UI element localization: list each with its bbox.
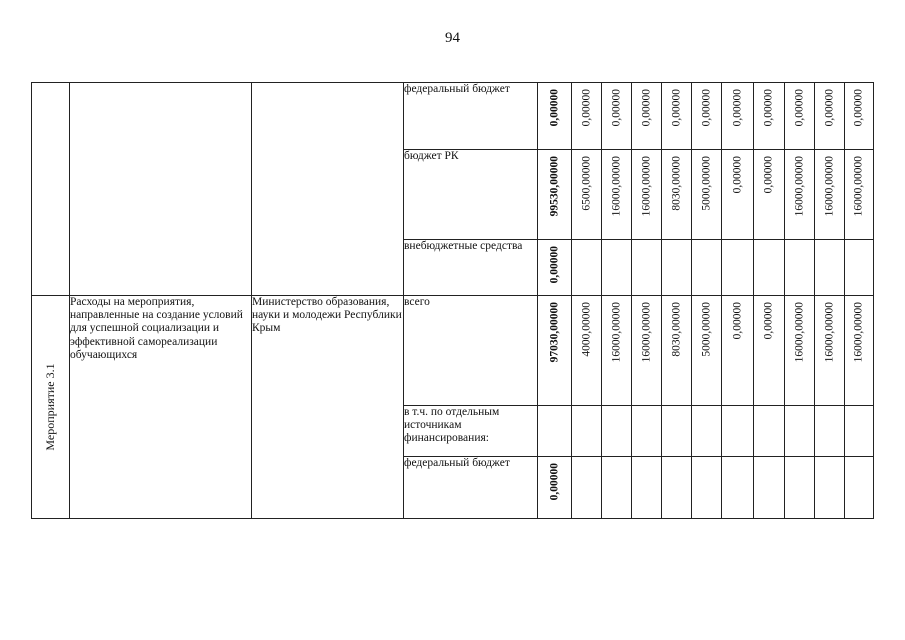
year-value-cell	[815, 406, 845, 457]
total-value: 0,00000	[547, 463, 560, 501]
year-value-cell	[632, 83, 662, 150]
year-value-cell	[845, 406, 874, 457]
total-value-cell	[538, 296, 572, 406]
year-value-cell	[632, 457, 662, 519]
blank-description-cell	[70, 83, 252, 296]
year-value: 0,00000	[792, 89, 805, 127]
total-value-cell	[538, 406, 572, 457]
year-value: 0,00000	[852, 89, 865, 127]
activity-description: Расходы на мероприятия, направленные на создание условий для успешной социализации и эффективной самореализации обучающихся	[70, 296, 252, 519]
year-value: 16000,00000	[639, 156, 652, 217]
budget-table	[31, 82, 874, 519]
total-value: 97030,00000	[547, 302, 560, 363]
year-value: 4000,00000	[579, 302, 592, 357]
year-value: 0,00000	[579, 89, 592, 127]
year-value-cell	[815, 457, 845, 519]
blank-label-cell	[32, 83, 70, 296]
year-value-cell	[722, 406, 754, 457]
year-value-cell	[602, 240, 632, 296]
year-value: 0,00000	[730, 302, 743, 340]
year-value-cell	[722, 240, 754, 296]
year-value: 0,00000	[762, 89, 775, 127]
year-value-cell	[692, 83, 722, 150]
year-value: 0,00000	[699, 89, 712, 127]
funding-source: федеральный бюджет	[404, 457, 538, 519]
year-value-cell	[602, 83, 632, 150]
year-value-cell	[662, 83, 692, 150]
total-value-cell	[538, 83, 572, 150]
year-value-cell	[754, 406, 785, 457]
year-value: 16000,00000	[792, 156, 805, 217]
year-value-cell	[785, 83, 815, 150]
year-value-cell	[632, 240, 662, 296]
blank-executor-cell	[252, 83, 404, 296]
year-value-cell	[845, 150, 874, 240]
year-value-cell	[692, 150, 722, 240]
year-value-cell	[662, 150, 692, 240]
year-value-cell	[754, 457, 785, 519]
year-value-cell	[662, 240, 692, 296]
year-value: 16000,00000	[852, 302, 865, 363]
year-value-cell	[722, 457, 754, 519]
year-value-cell	[572, 240, 602, 296]
year-value: 0,00000	[639, 89, 652, 127]
total-value-cell	[538, 150, 572, 240]
activity-label-cell	[32, 296, 70, 519]
total-value: 0,00000	[547, 89, 560, 127]
year-value: 0,00000	[609, 89, 622, 127]
total-value-cell	[538, 457, 572, 519]
year-value-cell	[785, 240, 815, 296]
year-value-cell	[754, 240, 785, 296]
year-value-cell	[602, 457, 632, 519]
year-value-cell	[692, 296, 722, 406]
year-value-cell	[845, 457, 874, 519]
total-value: 99530,00000	[547, 156, 560, 217]
year-value-cell	[662, 406, 692, 457]
year-value-cell	[845, 296, 874, 406]
year-value-cell	[785, 406, 815, 457]
year-value-cell	[845, 240, 874, 296]
funding-source: внебюджетные средства	[404, 240, 538, 296]
page-number: 94	[445, 30, 460, 46]
year-value: 16000,00000	[609, 156, 622, 217]
year-value-cell	[572, 406, 602, 457]
year-value: 16000,00000	[639, 302, 652, 363]
total-value-cell	[538, 240, 572, 296]
year-value-cell	[572, 457, 602, 519]
year-value: 0,00000	[762, 156, 775, 194]
year-value-cell	[722, 83, 754, 150]
year-value-cell	[572, 150, 602, 240]
year-value: 16000,00000	[792, 302, 805, 363]
year-value: 16000,00000	[609, 302, 622, 363]
total-value: 0,00000	[547, 246, 560, 284]
year-value-cell	[632, 406, 662, 457]
year-value: 0,00000	[822, 89, 835, 127]
year-value-cell	[722, 150, 754, 240]
year-value: 0,00000	[762, 302, 775, 340]
funding-source: бюджет РК	[404, 150, 538, 240]
year-value-cell	[662, 296, 692, 406]
year-value: 8030,00000	[669, 156, 682, 211]
year-value-cell	[785, 150, 815, 240]
year-value-cell	[602, 150, 632, 240]
year-value-cell	[662, 457, 692, 519]
year-value: 16000,00000	[852, 156, 865, 217]
year-value-cell	[692, 240, 722, 296]
year-value-cell	[754, 296, 785, 406]
funding-source: всего	[404, 296, 538, 406]
year-value-cell	[632, 150, 662, 240]
year-value: 0,00000	[669, 89, 682, 127]
year-value-cell	[785, 296, 815, 406]
year-value-cell	[815, 240, 845, 296]
funding-source: в т.ч. по отдельным источникам финансирования:	[404, 406, 538, 457]
funding-source: федеральный бюджет	[404, 83, 538, 150]
table-row	[32, 83, 874, 150]
year-value-cell	[754, 150, 785, 240]
year-value-cell	[572, 296, 602, 406]
year-value-cell	[692, 406, 722, 457]
year-value-cell	[602, 406, 632, 457]
year-value-cell	[754, 83, 785, 150]
year-value: 5000,00000	[699, 156, 712, 211]
year-value-cell	[845, 83, 874, 150]
year-value: 16000,00000	[822, 302, 835, 363]
year-value-cell	[632, 296, 662, 406]
year-value: 16000,00000	[822, 156, 835, 217]
year-value-cell	[815, 150, 845, 240]
year-value-cell	[785, 457, 815, 519]
year-value-cell	[722, 296, 754, 406]
year-value: 0,00000	[730, 156, 743, 194]
year-value-cell	[602, 296, 632, 406]
activity-executor: Министерство образования, науки и молодежи Республики Крым	[252, 296, 404, 519]
year-value-cell	[572, 83, 602, 150]
table-row	[32, 296, 874, 406]
year-value: 6500,00000	[579, 156, 592, 211]
year-value: 8030,00000	[669, 302, 682, 357]
year-value-cell	[815, 83, 845, 150]
year-value-cell	[692, 457, 722, 519]
year-value: 0,00000	[730, 89, 743, 127]
year-value: 5000,00000	[699, 302, 712, 357]
year-value-cell	[815, 296, 845, 406]
activity-label: Мероприятие 3.1	[42, 363, 57, 451]
